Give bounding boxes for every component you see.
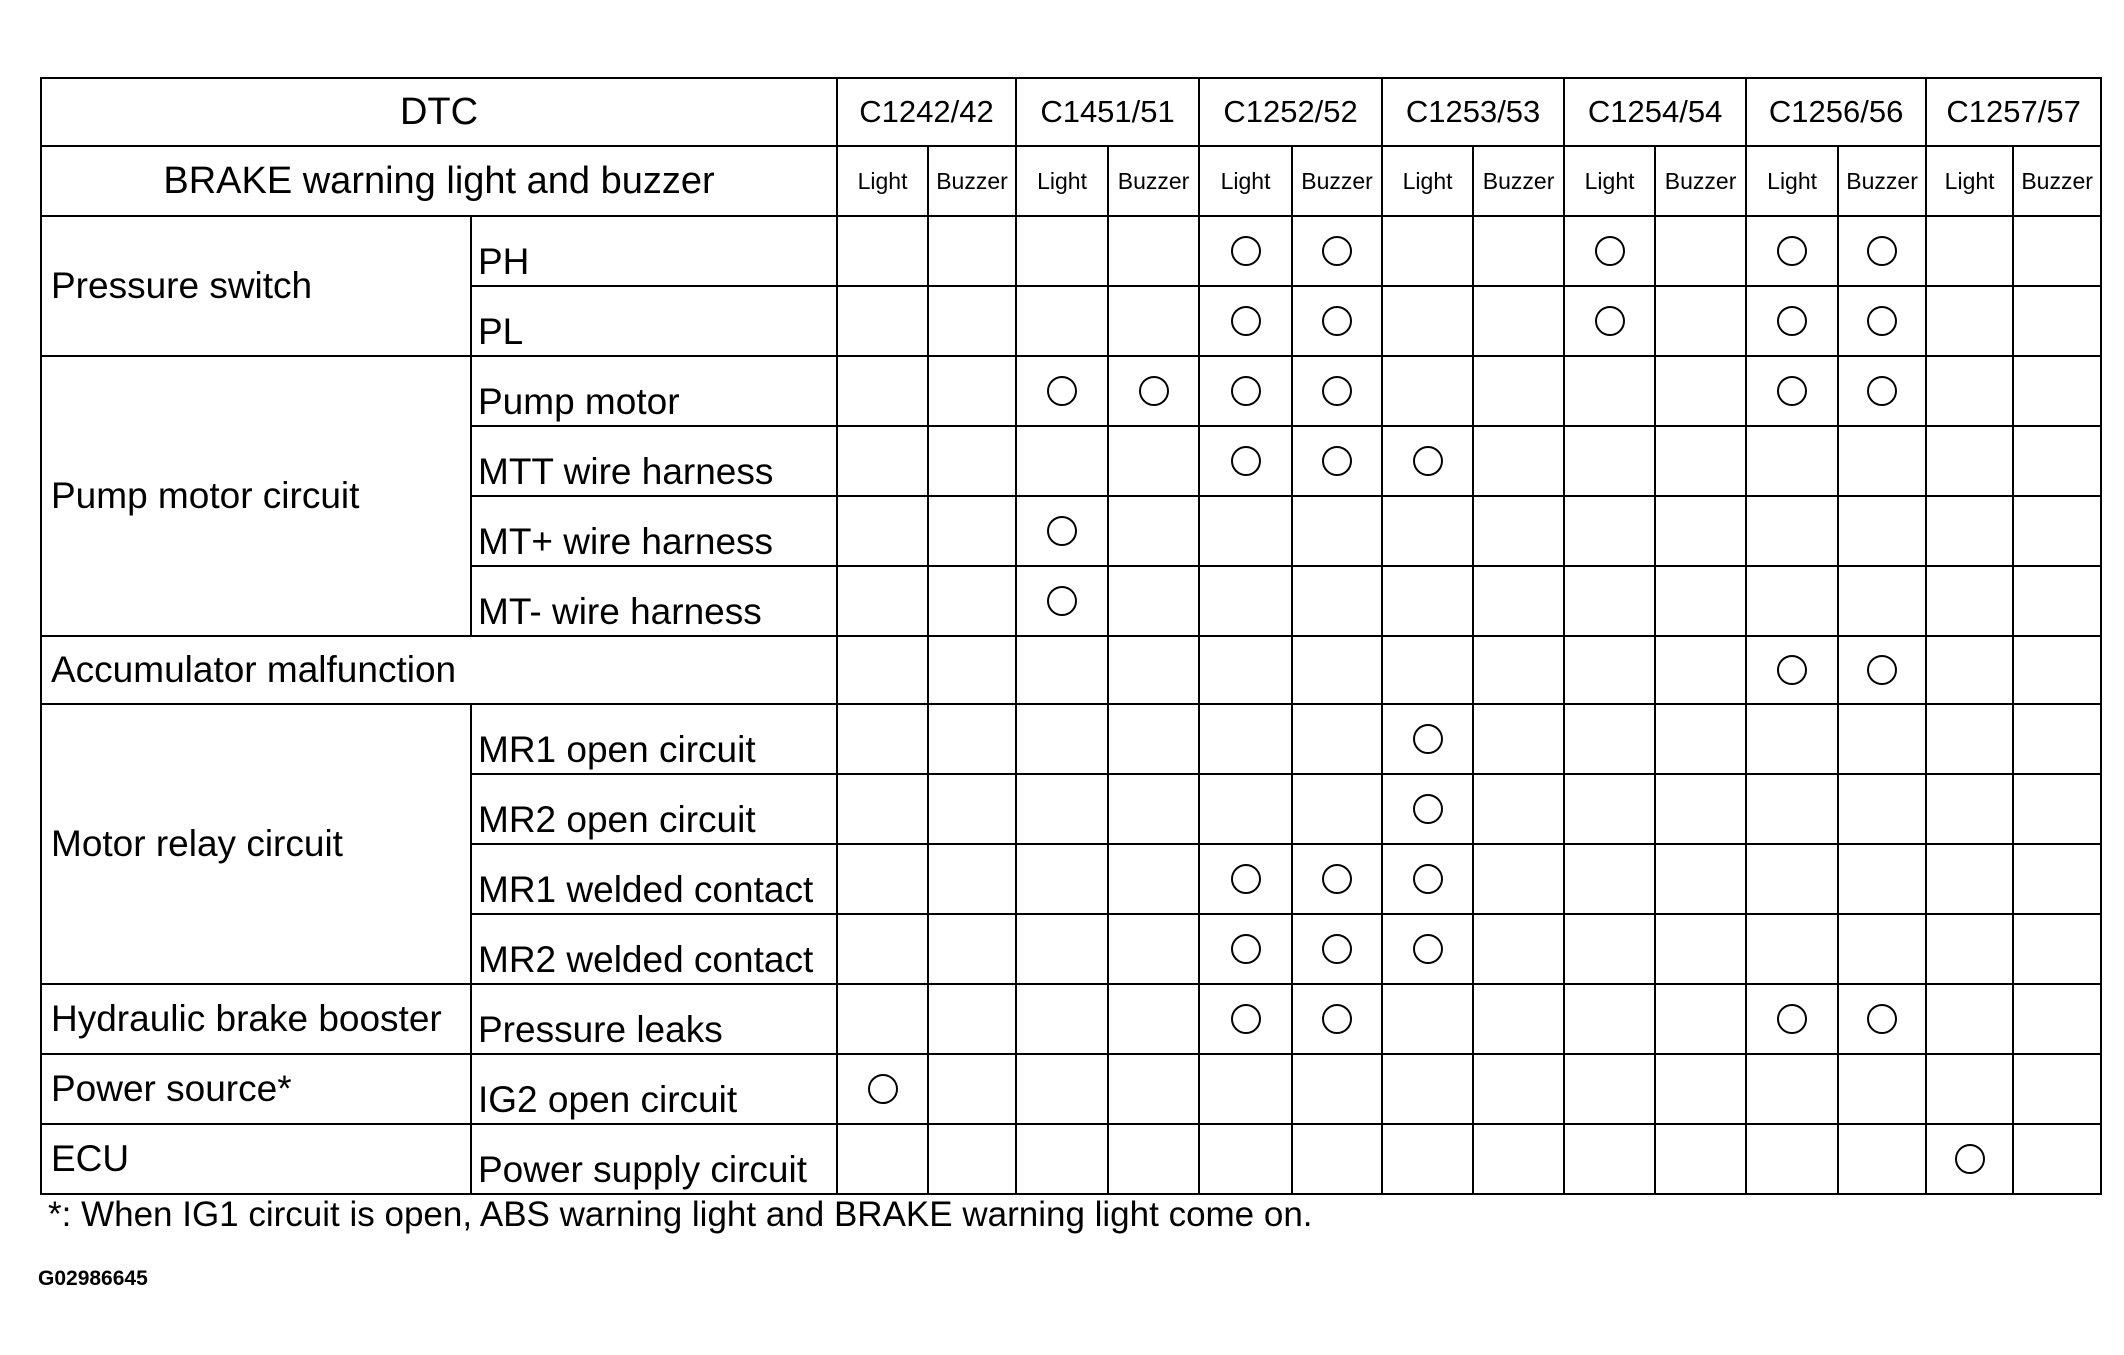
mark-cell <box>1926 704 2013 774</box>
mark-cell <box>1016 426 1108 496</box>
mark-cell <box>1108 216 1199 286</box>
mark-cell <box>837 216 928 286</box>
subitem-label: MR2 welded contact <box>471 914 837 984</box>
mark-cell <box>1746 1054 1838 1124</box>
dtc-code-header: C1252/52 <box>1199 78 1382 146</box>
mark-cell <box>1655 356 1746 426</box>
mark-cell <box>1108 496 1199 566</box>
subitem-label: PL <box>471 286 837 356</box>
category-label: Hydraulic brake booster <box>41 984 471 1054</box>
mark-cell <box>1926 356 2013 426</box>
mark-cell <box>1016 216 1108 286</box>
mark-cell <box>1473 704 1564 774</box>
mark-cell <box>1926 216 2013 286</box>
mark-cell <box>1655 286 1746 356</box>
mark-cell <box>2013 984 2101 1054</box>
mark-cell <box>1199 216 1292 286</box>
mark-cell <box>2013 774 2101 844</box>
circle-mark-icon <box>1322 934 1352 964</box>
circle-mark-icon <box>1231 1004 1261 1034</box>
mark-cell <box>837 426 928 496</box>
circle-mark-icon <box>1777 376 1807 406</box>
mark-cell <box>1838 216 1926 286</box>
buzzer-column-header: Buzzer <box>1473 146 1564 216</box>
mark-cell <box>1838 704 1926 774</box>
mark-cell <box>1108 426 1199 496</box>
mark-cell <box>1199 844 1292 914</box>
mark-cell <box>1655 1124 1746 1194</box>
mark-cell <box>928 774 1016 844</box>
circle-mark-icon <box>1867 236 1897 266</box>
mark-cell <box>1564 1124 1655 1194</box>
category-label: Power source* <box>41 1054 471 1124</box>
dtc-code-header: C1253/53 <box>1382 78 1564 146</box>
mark-cell <box>1382 636 1473 704</box>
light-column-header: Light <box>1199 146 1292 216</box>
subitem-label: MR2 open circuit <box>471 774 837 844</box>
mark-cell <box>1564 704 1655 774</box>
mark-cell <box>1199 356 1292 426</box>
subitem-label: Power supply circuit <box>471 1124 837 1194</box>
mark-cell <box>1838 566 1926 636</box>
mark-cell <box>1926 426 2013 496</box>
circle-mark-icon <box>1595 236 1625 266</box>
mark-cell <box>1108 566 1199 636</box>
circle-mark-icon <box>1595 306 1625 336</box>
mark-cell <box>1926 914 2013 984</box>
mark-cell <box>1382 844 1473 914</box>
mark-cell <box>1564 566 1655 636</box>
mark-cell <box>1926 636 2013 704</box>
circle-mark-icon <box>1047 516 1077 546</box>
mark-cell <box>1655 774 1746 844</box>
mark-cell <box>1746 216 1838 286</box>
mark-cell <box>1108 1124 1199 1194</box>
mark-cell <box>1016 1124 1108 1194</box>
mark-cell <box>1382 566 1473 636</box>
mark-cell <box>928 844 1016 914</box>
mark-cell <box>1292 704 1382 774</box>
table-row <box>41 984 2101 1054</box>
mark-cell <box>928 704 1016 774</box>
mark-cell <box>1473 496 1564 566</box>
mark-cell <box>1564 426 1655 496</box>
mark-cell <box>1473 1054 1564 1124</box>
mark-cell <box>1926 566 2013 636</box>
mark-cell <box>1838 914 1926 984</box>
light-buzzer-header-row <box>41 146 2101 216</box>
mark-cell <box>1655 844 1746 914</box>
mark-cell <box>837 844 928 914</box>
mark-cell <box>1564 356 1655 426</box>
mark-cell <box>1016 844 1108 914</box>
mark-cell <box>1655 496 1746 566</box>
subitem-label: MR1 welded contact <box>471 844 837 914</box>
mark-cell <box>1746 496 1838 566</box>
mark-cell <box>2013 1054 2101 1124</box>
mark-cell <box>2013 286 2101 356</box>
table-row <box>41 1054 2101 1124</box>
mark-cell <box>1746 356 1838 426</box>
mark-cell <box>1199 1124 1292 1194</box>
mark-cell <box>1382 356 1473 426</box>
dtc-header-row <box>41 78 2101 146</box>
circle-mark-icon <box>1231 934 1261 964</box>
mark-cell <box>1838 1054 1926 1124</box>
mark-cell <box>1926 1054 2013 1124</box>
mark-cell <box>1199 914 1292 984</box>
subitem-label: PH <box>471 216 837 286</box>
mark-cell <box>1655 216 1746 286</box>
mark-cell <box>928 914 1016 984</box>
circle-mark-icon <box>1777 236 1807 266</box>
mark-cell <box>1016 984 1108 1054</box>
mark-cell <box>837 356 928 426</box>
dtc-header-label: DTC <box>41 78 837 146</box>
circle-mark-icon <box>1777 1004 1807 1034</box>
footnote: *: When IG1 circuit is open, ABS warning light and BRAKE warning light come on. <box>48 1195 1313 1234</box>
mark-cell <box>1473 286 1564 356</box>
circle-mark-icon <box>1867 655 1897 685</box>
mark-cell <box>837 774 928 844</box>
mark-cell <box>1292 914 1382 984</box>
mark-cell <box>1564 844 1655 914</box>
mark-cell <box>1016 636 1108 704</box>
mark-cell <box>1926 496 2013 566</box>
mark-cell <box>1382 286 1473 356</box>
mark-cell <box>2013 914 2101 984</box>
mark-cell <box>1292 426 1382 496</box>
mark-cell <box>928 496 1016 566</box>
mark-cell <box>1473 914 1564 984</box>
mark-cell <box>1108 704 1199 774</box>
mark-cell <box>928 636 1016 704</box>
mark-cell <box>1926 844 2013 914</box>
mark-cell <box>837 496 928 566</box>
category-label: Motor relay circuit <box>41 704 471 984</box>
mark-cell <box>2013 704 2101 774</box>
mark-cell <box>837 914 928 984</box>
mark-cell <box>1292 844 1382 914</box>
subitem-label: MR1 open circuit <box>471 704 837 774</box>
mark-cell <box>1108 286 1199 356</box>
dtc-code-header: C1257/57 <box>1926 78 2101 146</box>
mark-cell <box>1564 216 1655 286</box>
mark-cell <box>1108 356 1199 426</box>
circle-mark-icon <box>1777 306 1807 336</box>
mark-cell <box>2013 426 2101 496</box>
dtc-code-header: C1256/56 <box>1746 78 1926 146</box>
mark-cell <box>928 1124 1016 1194</box>
light-column-header: Light <box>1926 146 2013 216</box>
mark-cell <box>1473 566 1564 636</box>
circle-mark-icon <box>1047 586 1077 616</box>
mark-cell <box>837 984 928 1054</box>
circle-mark-icon <box>1777 655 1807 685</box>
mark-cell <box>1838 496 1926 566</box>
category-label: ECU <box>41 1124 471 1194</box>
mark-cell <box>1199 704 1292 774</box>
mark-cell <box>1108 636 1199 704</box>
mark-cell <box>1746 286 1838 356</box>
mark-cell <box>1382 216 1473 286</box>
mark-cell <box>1292 496 1382 566</box>
buzzer-column-header: Buzzer <box>1108 146 1199 216</box>
circle-mark-icon <box>1322 376 1352 406</box>
circle-mark-icon <box>1867 306 1897 336</box>
mark-cell <box>1564 914 1655 984</box>
mark-cell <box>837 704 928 774</box>
mark-cell <box>2013 356 2101 426</box>
mark-cell <box>1016 774 1108 844</box>
circle-mark-icon <box>1231 446 1261 476</box>
circle-mark-icon <box>1867 1004 1897 1034</box>
dtc-code-header: C1451/51 <box>1016 78 1199 146</box>
mark-cell <box>1382 704 1473 774</box>
buzzer-column-header: Buzzer <box>1838 146 1926 216</box>
table-row <box>41 356 2101 426</box>
mark-cell <box>1382 1124 1473 1194</box>
light-column-header: Light <box>1746 146 1838 216</box>
mark-cell <box>1655 914 1746 984</box>
mark-cell <box>1382 774 1473 844</box>
mark-cell <box>1292 774 1382 844</box>
mark-cell <box>1016 704 1108 774</box>
circle-mark-icon <box>1231 236 1261 266</box>
mark-cell <box>2013 216 2101 286</box>
circle-mark-icon <box>1955 1144 1985 1174</box>
light-column-header: Light <box>1382 146 1473 216</box>
mark-cell <box>1108 1054 1199 1124</box>
mark-cell <box>1108 984 1199 1054</box>
category-label: Accumulator malfunction <box>41 636 837 704</box>
buzzer-column-header: Buzzer <box>1292 146 1382 216</box>
mark-cell <box>1016 566 1108 636</box>
circle-mark-icon <box>1322 1004 1352 1034</box>
mark-cell <box>1292 286 1382 356</box>
mark-cell <box>2013 566 2101 636</box>
mark-cell <box>1564 774 1655 844</box>
mark-cell <box>1292 984 1382 1054</box>
mark-cell <box>1564 1054 1655 1124</box>
mark-cell <box>1655 704 1746 774</box>
buzzer-column-header: Buzzer <box>928 146 1016 216</box>
mark-cell <box>928 216 1016 286</box>
mark-cell <box>1292 566 1382 636</box>
circle-mark-icon <box>1413 446 1443 476</box>
circle-mark-icon <box>868 1074 898 1104</box>
mark-cell <box>1016 286 1108 356</box>
mark-cell <box>1926 1124 2013 1194</box>
figure-id: G02986645 <box>38 1267 148 1290</box>
mark-cell <box>928 1054 1016 1124</box>
circle-mark-icon <box>1413 724 1443 754</box>
mark-cell <box>1564 636 1655 704</box>
dtc-code-header: C1254/54 <box>1564 78 1746 146</box>
subitem-label: MT- wire harness <box>471 566 837 636</box>
mark-cell <box>1473 426 1564 496</box>
mark-cell <box>1473 774 1564 844</box>
mark-cell <box>1473 844 1564 914</box>
mark-cell <box>928 984 1016 1054</box>
circle-mark-icon <box>1413 934 1443 964</box>
mark-cell <box>837 636 928 704</box>
circle-mark-icon <box>1322 236 1352 266</box>
dtc-diagnosis-table <box>40 77 2102 1195</box>
brake-warning-header-label: BRAKE warning light and buzzer <box>41 146 837 216</box>
dtc-code-header: C1242/42 <box>837 78 1016 146</box>
mark-cell <box>1473 356 1564 426</box>
circle-mark-icon <box>1413 794 1443 824</box>
mark-cell <box>1746 984 1838 1054</box>
circle-mark-icon <box>1231 306 1261 336</box>
mark-cell <box>1746 566 1838 636</box>
mark-cell <box>1655 1054 1746 1124</box>
mark-cell <box>928 566 1016 636</box>
mark-cell <box>1016 914 1108 984</box>
circle-mark-icon <box>1322 864 1352 894</box>
circle-mark-icon <box>1047 376 1077 406</box>
mark-cell <box>1108 914 1199 984</box>
subitem-label: MTT wire harness <box>471 426 837 496</box>
mark-cell <box>2013 636 2101 704</box>
mark-cell <box>1746 426 1838 496</box>
mark-cell <box>1199 426 1292 496</box>
mark-cell <box>1655 636 1746 704</box>
subitem-label: IG2 open circuit <box>471 1054 837 1124</box>
circle-mark-icon <box>1322 306 1352 336</box>
mark-cell <box>1382 1054 1473 1124</box>
mark-cell <box>1838 356 1926 426</box>
mark-cell <box>1746 636 1838 704</box>
mark-cell <box>1199 496 1292 566</box>
subitem-label: Pump motor <box>471 356 837 426</box>
mark-cell <box>837 286 928 356</box>
mark-cell <box>1746 774 1838 844</box>
table-row <box>41 1124 2101 1194</box>
mark-cell <box>1655 566 1746 636</box>
mark-cell <box>1838 984 1926 1054</box>
circle-mark-icon <box>1231 376 1261 406</box>
mark-cell <box>1292 356 1382 426</box>
mark-cell <box>1473 1124 1564 1194</box>
mark-cell <box>837 1054 928 1124</box>
mark-cell <box>2013 1124 2101 1194</box>
buzzer-column-header: Buzzer <box>1655 146 1746 216</box>
mark-cell <box>1199 286 1292 356</box>
mark-cell <box>1199 566 1292 636</box>
circle-mark-icon <box>1322 446 1352 476</box>
mark-cell <box>1292 216 1382 286</box>
mark-cell <box>1838 774 1926 844</box>
subitem-label: Pressure leaks <box>471 984 837 1054</box>
buzzer-column-header: Buzzer <box>2013 146 2101 216</box>
mark-cell <box>1016 496 1108 566</box>
mark-cell <box>1199 1054 1292 1124</box>
mark-cell <box>1746 914 1838 984</box>
mark-cell <box>837 566 928 636</box>
light-column-header: Light <box>1564 146 1655 216</box>
circle-mark-icon <box>1867 376 1897 406</box>
mark-cell <box>1926 286 2013 356</box>
mark-cell <box>1926 984 2013 1054</box>
mark-cell <box>1746 1124 1838 1194</box>
mark-cell <box>1473 636 1564 704</box>
mark-cell <box>1838 286 1926 356</box>
mark-cell <box>1292 1054 1382 1124</box>
mark-cell <box>1838 426 1926 496</box>
mark-cell <box>1838 844 1926 914</box>
mark-cell <box>1382 984 1473 1054</box>
mark-cell <box>1016 1054 1108 1124</box>
mark-cell <box>1564 496 1655 566</box>
mark-cell <box>928 286 1016 356</box>
circle-mark-icon <box>1413 864 1443 894</box>
table-row <box>41 704 2101 774</box>
mark-cell <box>1838 1124 1926 1194</box>
table-row <box>41 636 2101 704</box>
mark-cell <box>1655 984 1746 1054</box>
mark-cell <box>1199 774 1292 844</box>
mark-cell <box>1108 844 1199 914</box>
mark-cell <box>1108 774 1199 844</box>
light-column-header: Light <box>1016 146 1108 216</box>
mark-cell <box>1382 496 1473 566</box>
mark-cell <box>1473 216 1564 286</box>
mark-cell <box>1292 636 1382 704</box>
mark-cell <box>1382 426 1473 496</box>
mark-cell <box>1838 636 1926 704</box>
mark-cell <box>1926 774 2013 844</box>
mark-cell <box>1199 636 1292 704</box>
mark-cell <box>1292 1124 1382 1194</box>
mark-cell <box>2013 844 2101 914</box>
category-label: Pump motor circuit <box>41 356 471 636</box>
mark-cell <box>2013 496 2101 566</box>
circle-mark-icon <box>1139 376 1169 406</box>
mark-cell <box>1016 356 1108 426</box>
mark-cell <box>1564 984 1655 1054</box>
mark-cell <box>1199 984 1292 1054</box>
mark-cell <box>928 426 1016 496</box>
circle-mark-icon <box>1231 864 1261 894</box>
mark-cell <box>928 356 1016 426</box>
mark-cell <box>1746 844 1838 914</box>
category-label: Pressure switch <box>41 216 471 356</box>
table-row <box>41 216 2101 286</box>
mark-cell <box>1746 704 1838 774</box>
subitem-label: MT+ wire harness <box>471 496 837 566</box>
light-column-header: Light <box>837 146 928 216</box>
mark-cell <box>837 1124 928 1194</box>
mark-cell <box>1655 426 1746 496</box>
mark-cell <box>1473 984 1564 1054</box>
mark-cell <box>1564 286 1655 356</box>
mark-cell <box>1382 914 1473 984</box>
